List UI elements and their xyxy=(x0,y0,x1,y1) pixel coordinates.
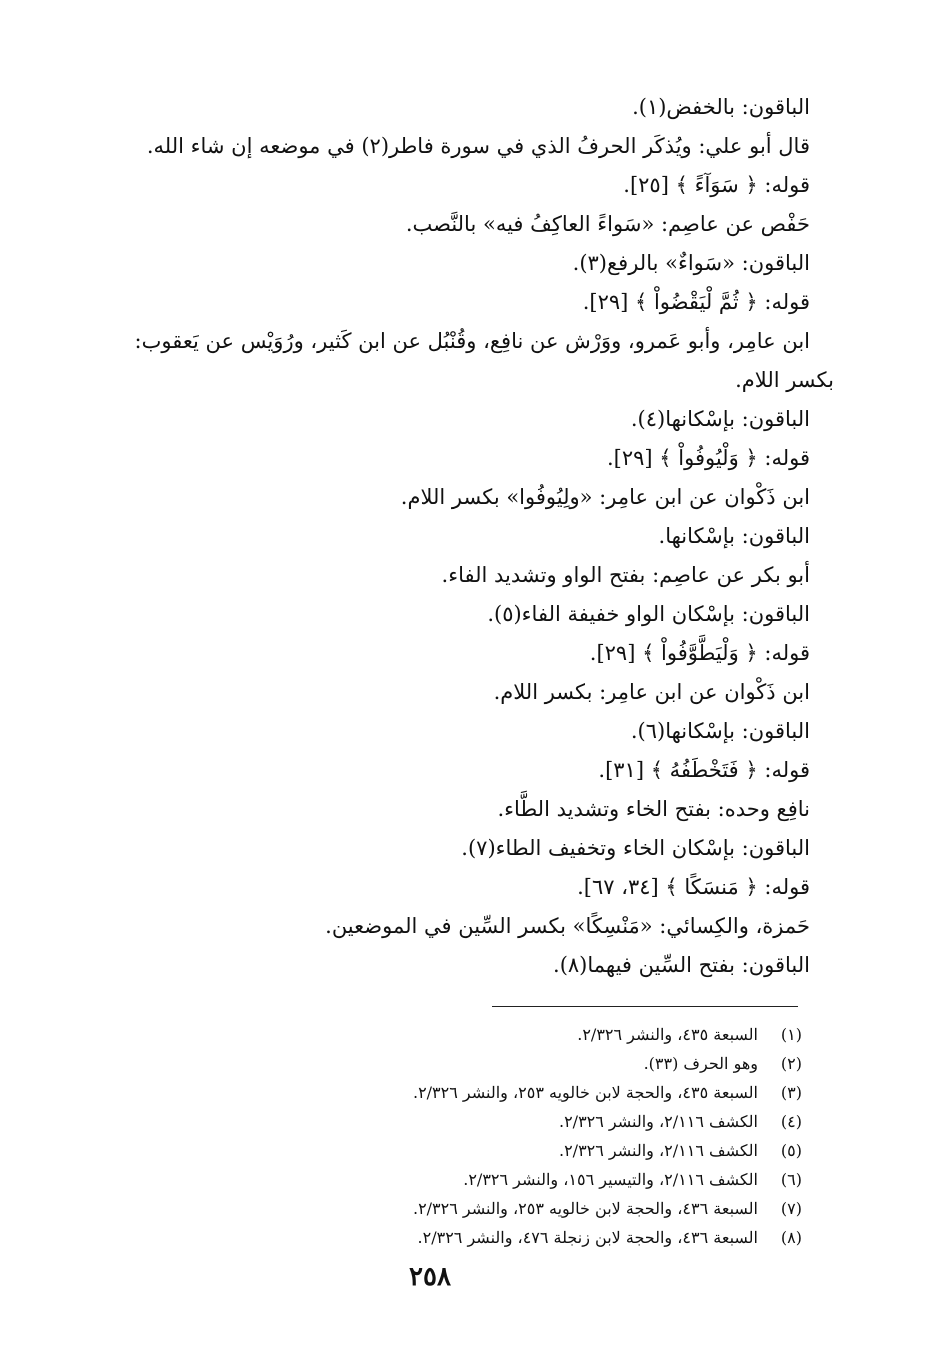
footnote xyxy=(282,1020,802,1049)
text-line: الباقون: «سَواءٌ» بالرفع(٣). xyxy=(572,251,810,275)
text-line: الباقون: بإسْكان الواو خفيفة الفاء(٥). xyxy=(487,602,810,626)
footnote xyxy=(282,1078,802,1107)
text-line: قوله: ﴿ ثُمَّ لْيَقْضُواْ ﴾ [٢٩]. xyxy=(582,290,810,314)
footnote-number: (٥) xyxy=(780,1141,802,1160)
text-line: ابن ذَكْوان عن ابن عامِر: بكسر اللام. xyxy=(493,680,810,704)
text-line: ابن عامِر، وأبو عَمرو، ووَرْش عن نافِع، وقُنْبُل عن ابن كَثير، ورُوَيْس عن يَعقوب: xyxy=(134,329,810,353)
footnote xyxy=(282,1049,802,1078)
text-line: قوله: ﴿ وَلْيُوفُواْ ﴾ [٢٩]. xyxy=(606,446,810,470)
footnote-number: (١) xyxy=(780,1025,802,1044)
text-line: حَفْص عن عاصِم: «سَواءً العاكِفُ فيه» بالنَّصب. xyxy=(405,212,810,236)
text-line: ابن ذَكْوان عن ابن عامِر: «ولِيُوفُوا» بكسر اللام. xyxy=(400,485,810,509)
footnote-number: (٣) xyxy=(780,1083,802,1102)
text-line: الباقون: بالخفض(١). xyxy=(632,95,810,119)
footnote-number: (٨) xyxy=(780,1228,802,1247)
text-line: الباقون: بإسْكانها(٦). xyxy=(630,719,810,743)
text-line: الباقون: بإسْكانها. xyxy=(658,524,810,548)
footnote-number: (٢) xyxy=(780,1054,802,1073)
footnote-number: (٧) xyxy=(780,1199,802,1218)
footnote xyxy=(282,1136,802,1165)
text-line: الباقون: بفتح السِّين فيهما(٨). xyxy=(553,953,810,977)
text-line: قوله: ﴿ سَوَآءً ﴾ [٢٥]. xyxy=(623,173,810,197)
text-line: نافِع وحده: بفتح الخاء وتشديد الطَّاء. xyxy=(497,797,810,821)
text-line: بكسر اللام. xyxy=(735,368,834,392)
footnote-text: وهو الحرف (٣٣). xyxy=(643,1054,758,1073)
footnote-divider xyxy=(492,1006,798,1007)
footnote-text: الكشف ٢/١١٦، والنشر ٢/٣٢٦. xyxy=(558,1141,758,1160)
text-line: أبو بكر عن عاصِم: بفتح الواو وتشديد الفاء. xyxy=(441,563,810,587)
footnote xyxy=(282,1194,802,1223)
main-text xyxy=(110,88,834,985)
footnotes xyxy=(282,1020,802,1252)
footnote-number: (٦) xyxy=(780,1170,802,1189)
page-number: ٢٥٨ xyxy=(409,1262,451,1292)
footnote-text: السبعة ٤٣٥، والنشر ٢/٣٢٦. xyxy=(577,1025,758,1044)
footnote-text: الكشف ٢/١١٦، والتيسير ١٥٦، والنشر ٢/٣٢٦. xyxy=(463,1170,758,1189)
text-line: قوله: ﴿ فَتَخْطَفُهُ ﴾ [٣١]. xyxy=(598,758,810,782)
text-line: الباقون: بإسْكان الخاء وتخفيف الطاء(٧). xyxy=(461,836,810,860)
text-line: قوله: ﴿ وَلْيَطَّوَّفُواْ ﴾ [٢٩]. xyxy=(589,641,810,665)
text-line: حَمزة، والكِسائي: «مَنْسِكًا» بكسر السِّين في الموضعين. xyxy=(325,914,810,938)
text-line: قوله: ﴿ مَنسَكًا ﴾ [٣٤، ٦٧]. xyxy=(577,875,810,899)
footnote-text: السبعة ٤٣٦، والحجة لابن خالويه ٢٥٣، والنشر ٢/٣٢٦. xyxy=(412,1199,758,1218)
footnote-text: الكشف ٢/١١٦، والنشر ٢/٣٢٦. xyxy=(558,1112,758,1131)
footnote xyxy=(282,1165,802,1194)
footnote xyxy=(282,1223,802,1252)
footnote xyxy=(282,1107,802,1136)
text-line: الباقون: بإسْكانها(٤). xyxy=(630,407,810,431)
footnote-number: (٤) xyxy=(780,1112,802,1131)
footnote-text: السبعة ٤٣٦، والحجة لابن زنجلة ٤٧٦، والنشر ٢/٣٢٦. xyxy=(417,1228,758,1247)
text-line: قال أبو علي: ويُذكَر الحرفُ الذي في سورة فاطر(٢) في موضعه إن شاء الله. xyxy=(146,134,810,158)
footnote-text: السبعة ٤٣٥، والحجة لابن خالويه ٢٥٣، والنشر ٢/٣٢٦. xyxy=(412,1083,758,1102)
